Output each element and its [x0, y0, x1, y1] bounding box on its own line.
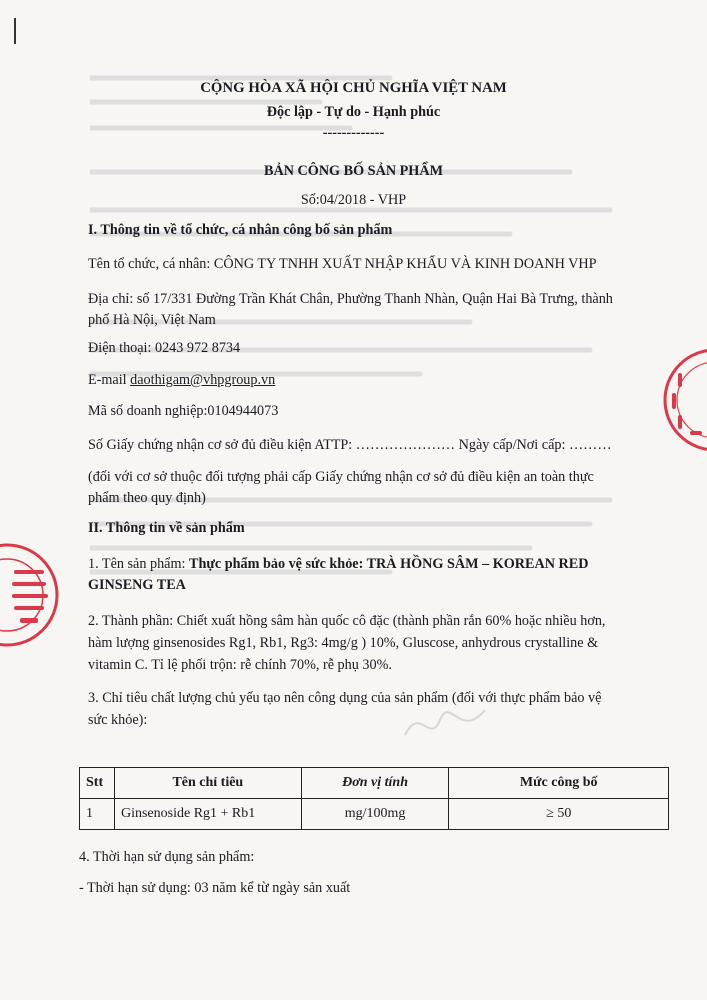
food-safety-cert: Số Giấy chứng nhận cơ sở đủ điều kiện ATTP: ………………… Ngày cấp/Nơi cấp: ……… — [88, 437, 612, 453]
phone-number: Điện thoại: 0243 972 8734 — [88, 340, 241, 356]
email-row — [88, 371, 275, 390]
document-title: BẢN CÔNG BỐ SẢN PHẨM — [264, 163, 443, 179]
cell-unit: mg/100mg — [301, 799, 449, 830]
address-line-2: phố Hà Nội, Việt Nam — [88, 312, 216, 328]
tax-code: Mã số doanh nghiệp:0104944073 — [88, 403, 279, 419]
header-unit: Đơn vị tính — [301, 768, 449, 799]
product-name-line-1 — [88, 555, 588, 574]
document-number: Số:04/2018 - VHP — [300, 192, 407, 208]
company-seal-stamp — [0, 540, 62, 650]
shelf-life-detail: - Thời hạn sử dụng: 03 năm kể từ ngày sản xuất — [79, 880, 351, 896]
header-divider: ------------- — [322, 125, 385, 141]
cell-criteria-name: Ginsenoside Rg1 + Rb1 — [114, 799, 301, 830]
shelf-life-heading: 4. Thời hạn sử dụng sản phẩm: — [79, 849, 255, 865]
signature-mark — [400, 700, 490, 750]
national-motto: Độc lập - Tự do - Hạnh phúc — [266, 104, 441, 120]
ingredients-line-1: 2. Thành phần: Chiết xuất hồng sâm hàn quốc cô đặc (thành phần rắn 60% hoặc nhiều hơn, — [88, 613, 606, 629]
quality-criteria-table — [79, 767, 669, 830]
quality-criteria-line-1: 3. Chỉ tiêu chất lượng chủ yếu tạo nên công dụng của sản phẩm (đối với thực phẩm bảo vệ — [88, 690, 602, 706]
ingredients-line-2: hàm lượng ginsenosides Rg1, Rb1, Rg3: 4mg/g ) 10%, Gluscose, anhydrous crystalline & — [88, 635, 599, 651]
organization-name: Tên tổ chức, cá nhân: CÔNG TY TNHH XUẤT NHẬP KHẨU VÀ KINH DOANH VHP — [88, 256, 597, 272]
email-label: E-mail — [88, 372, 131, 388]
ingredients-line-3: vitamin C. Tỉ lệ phối trộn: rễ chính 70%, rễ phụ 30%. — [88, 657, 392, 673]
header-stt: Stt — [80, 768, 115, 799]
cert-note-line-2: phẩm theo quy định) — [88, 490, 206, 506]
table-header-row — [80, 768, 669, 799]
product-name-line-2: GINSENG TEA — [88, 577, 186, 593]
authority-seal-stamp — [660, 345, 707, 455]
table-row — [80, 799, 669, 830]
header-declared-level: Mức công bố — [449, 768, 669, 799]
product-name-label: 1. Tên sản phẩm: — [88, 556, 190, 572]
section-2-heading: II. Thông tin về sản phẩm — [88, 520, 245, 536]
scan-edge-mark — [14, 18, 16, 44]
section-1-heading: I. Thông tin về tổ chức, cá nhân công bố sản phẩm — [88, 222, 393, 238]
cert-note-line-1: (đối với cơ sở thuộc đối tượng phải cấp Giấy chứng nhận cơ sở đủ điều kiện an toàn thực — [88, 469, 594, 485]
quality-criteria-line-2: sức khỏe): — [88, 712, 148, 728]
cell-declared-level: ≥ 50 — [449, 799, 669, 830]
address-line-1: Địa chỉ: số 17/331 Đường Trần Khát Chân, Phường Thanh Nhàn, Quận Hai Bà Trưng, thành — [88, 291, 613, 307]
header-criteria-name: Tên chỉ tiêu — [114, 768, 301, 799]
product-name-value: Thực phẩm bảo vệ sức khỏe: TRÀ HỒNG SÂM – KOREAN RED — [189, 556, 589, 572]
country-title: CỘNG HÒA XÃ HỘI CHỦ NGHĨA VIỆT NAM — [200, 80, 507, 96]
cell-stt: 1 — [80, 799, 115, 830]
email-link[interactable]: daothigam@vhpgroup.vn — [130, 372, 276, 388]
